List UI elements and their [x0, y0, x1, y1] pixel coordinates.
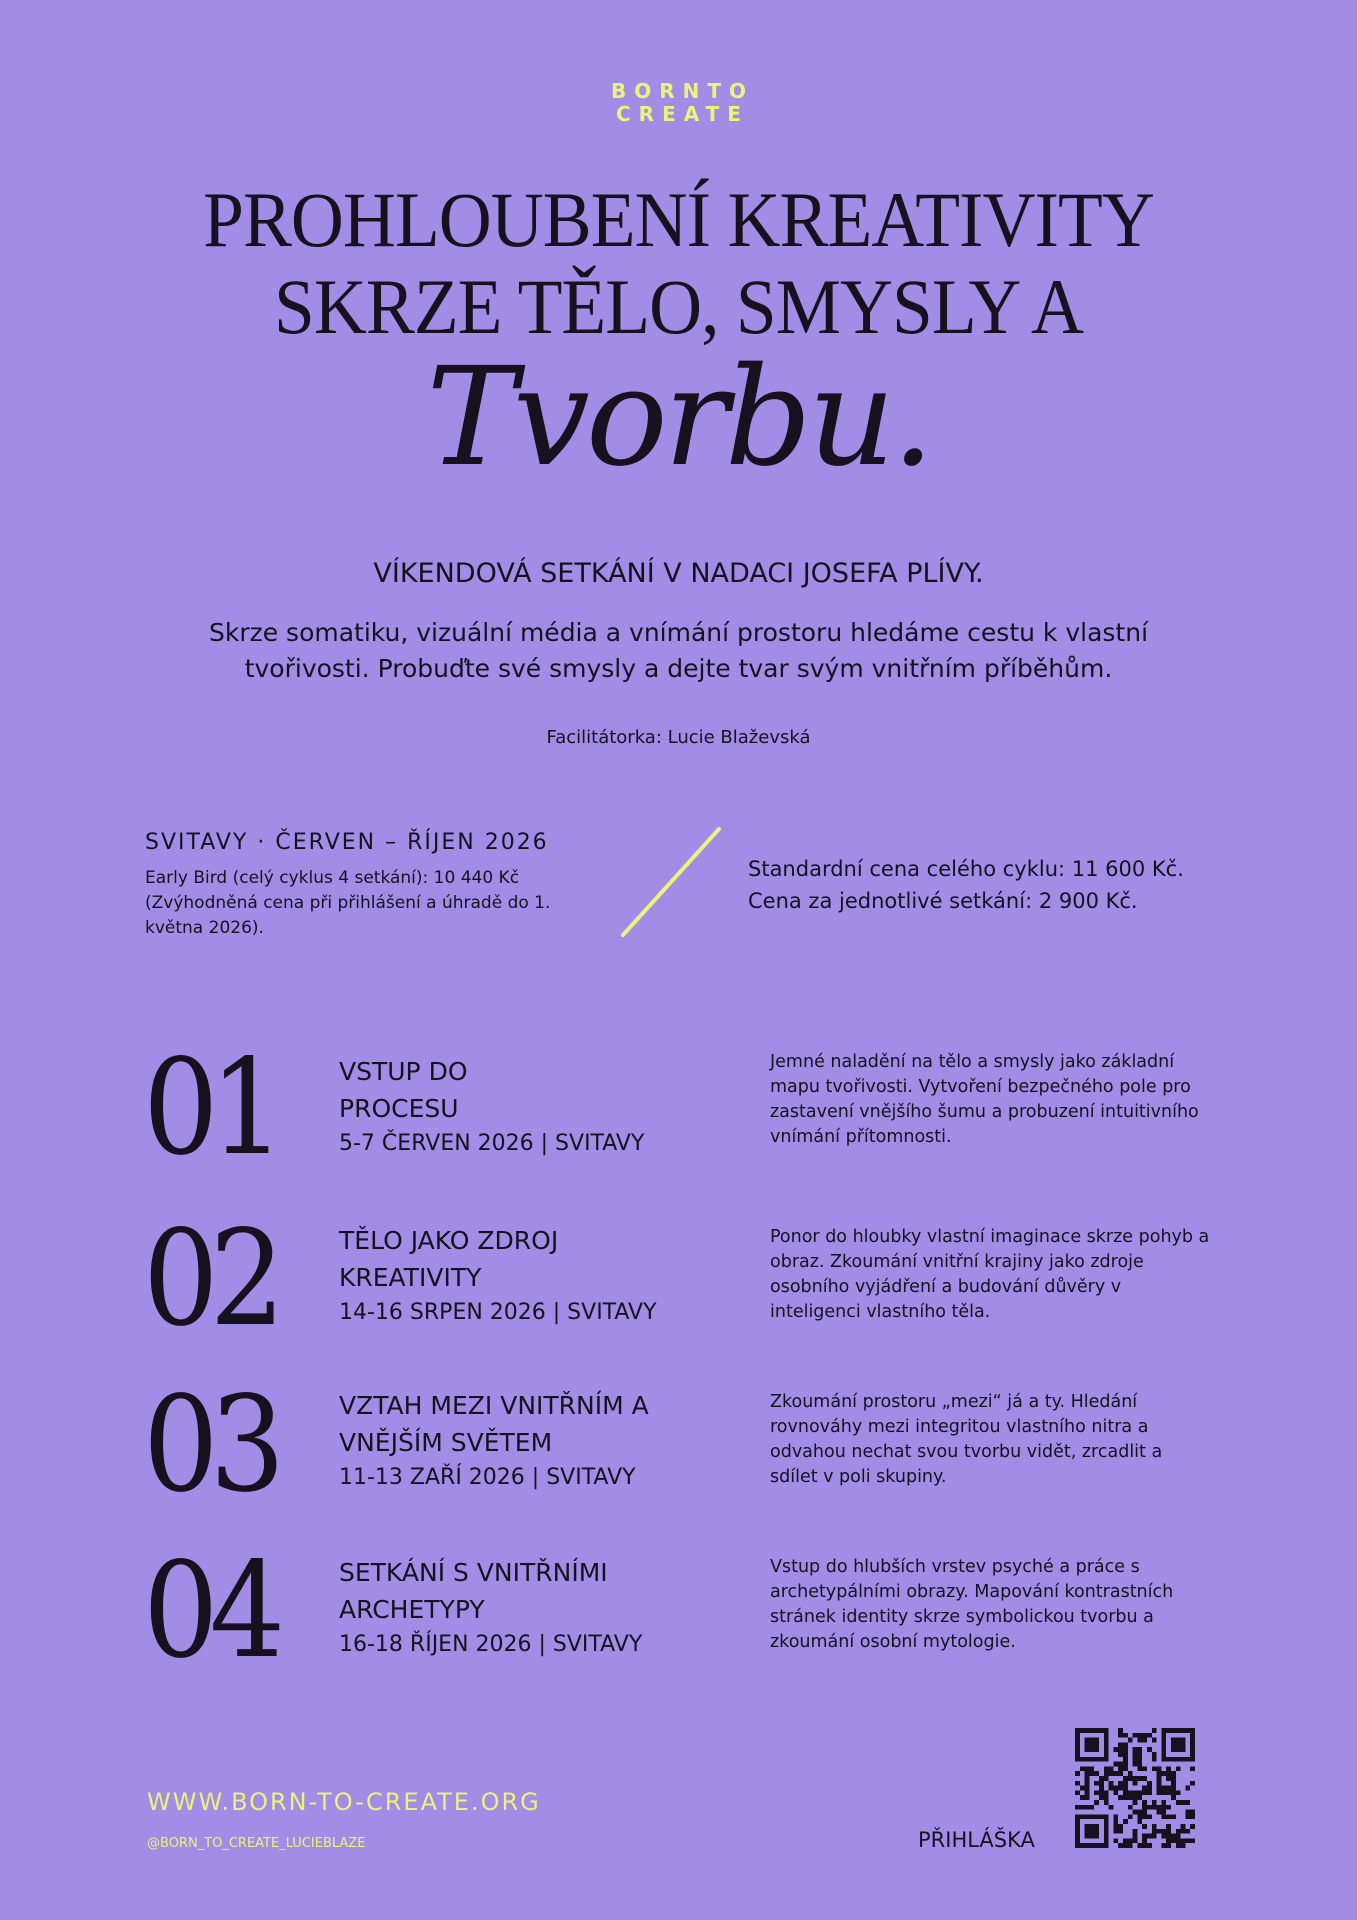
session-description: Vstup do hlubších vrstev psyché a práce s archetypálními obrazy. Mapování kontrastních stránek identity skrze symbolickou tvorbu a zkoumání osobní mytologie.	[770, 1557, 1174, 1652]
location-dates: SVITAVY · ČERVEN – ŘÍJEN 2026	[145, 830, 549, 855]
session-description: Ponor do hloubky vlastní imaginace skrze pohyb a obraz. Zkoumání vnitřní krajiny jako zdroje osobního vyjádření a budování důvěry v inteligenci vlastního těla.	[770, 1227, 1210, 1322]
session-dates: 11-13 ZAŘÍ 2026 | SVITAVY	[339, 1465, 636, 1490]
brand-logo-line2: CREATE	[616, 102, 749, 126]
session-number: 04	[143, 1534, 277, 1688]
subtitle: VÍKENDOVÁ SETKÁNÍ V NADACI JOSEFA PLÍVY.	[373, 558, 984, 589]
headline-line1: PROHLOUBENÍ KREATIVITY	[203, 176, 1154, 263]
session-dates: 16-18 ŘÍJEN 2026 | SVITAVY	[339, 1632, 643, 1657]
intro-text: Skrze somatiku, vizuální média a vnímání prostoru hledáme cestu k vlastní tvořivosti. Probuďte své smysly a dejte tvar svým vnitřním příběhům.	[208, 618, 1149, 683]
session-dates: 14-16 SRPEN 2026 | SVITAVY	[339, 1300, 657, 1325]
facilitator: Facilitátorka: Lucie Blaževská	[546, 727, 811, 748]
session-description: Jemné naladění na tělo a smysly jako základní mapu tvořivosti. Vytvoření bezpečného pole pro zastavení vnějšího šumu a probuzení intuitivního vnímání přítomnosti.	[770, 1052, 1199, 1147]
divider-slash	[615, 825, 725, 939]
headline-line2: SKRZE TĚLO, SMYSLY A	[274, 263, 1083, 350]
session-info	[339, 1222, 709, 1329]
instagram-handle[interactable]: @BORN_TO_CREATE_LUCIEBLAZE	[147, 1836, 366, 1851]
brand-logo	[0, 80, 1357, 126]
headline-script: Tvorbu.	[426, 339, 931, 497]
session-info	[339, 1554, 709, 1661]
session-dates: 5-7 ČERVEN 2026 | SVITAVY	[339, 1131, 645, 1156]
session-number: 03	[143, 1368, 277, 1522]
session-number: 01	[143, 1031, 277, 1185]
standard-price-single: Cena za jednotlivé setkání: 2 900 Kč.	[748, 889, 1138, 913]
session-info	[339, 1387, 709, 1494]
brand-logo-line1: BORNTO	[610, 79, 755, 103]
session-description: Zkoumání prostoru „mezi“ já a ty. Hledání rovnováhy mezi integritou vlastního nitra a odvahou nechat svou tvorbu vidět, zrcadlit a sdílet v poli skupiny.	[770, 1392, 1163, 1487]
website-link[interactable]: WWW.BORN-TO-CREATE.ORG	[147, 1788, 541, 1816]
session-number: 02	[143, 1202, 277, 1356]
session-info	[339, 1053, 709, 1160]
standard-price	[748, 853, 1308, 917]
session-name: VZTAH MEZI VNITŘNÍM A VNĚJŠÍM SVĚTEM	[339, 1391, 649, 1457]
session-name: VSTUP DO PROCESU	[339, 1057, 468, 1123]
application-label: PŘIHLÁŠKA	[918, 1828, 1035, 1852]
early-bird-price: Early Bird (celý cyklus 4 setkání): 10 440 Kč (Zvýhodněná cena při přihlášení a úhradě do 1. května 2026).	[145, 868, 551, 938]
standard-price-full: Standardní cena celého cyklu: 11 600 Kč.	[748, 857, 1184, 881]
qr-code-icon[interactable]	[1075, 1728, 1195, 1848]
session-name: TĚLO JAKO ZDROJ KREATIVITY	[339, 1226, 559, 1292]
session-name: SETKÁNÍ S VNITŘNÍMI ARCHETYPY	[339, 1558, 608, 1624]
